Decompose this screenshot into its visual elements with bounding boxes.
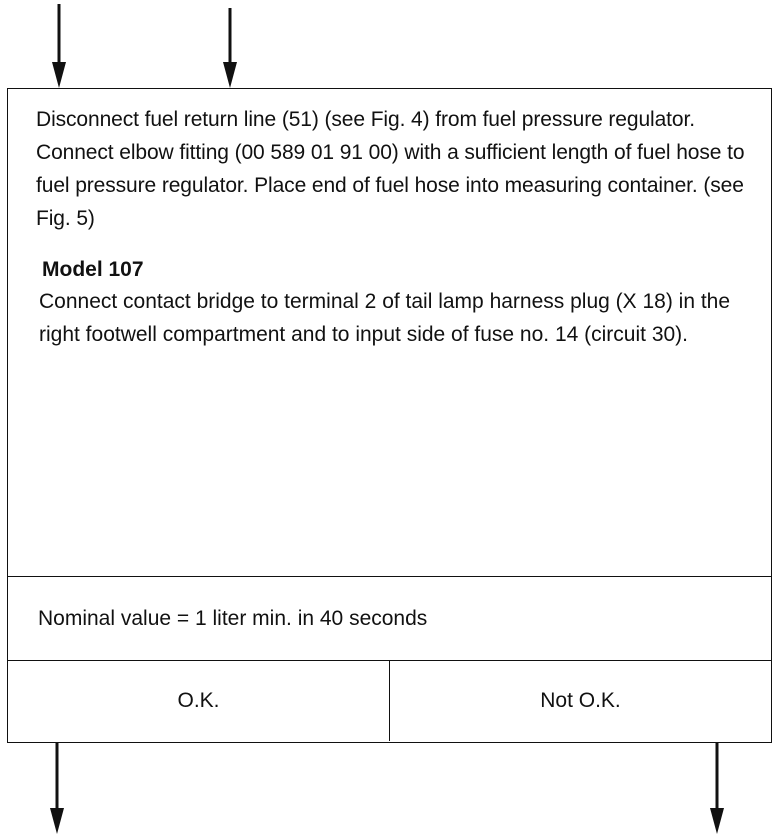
model-instruction-text: Connect contact bridge to terminal 2 of tail lamp harness plug (X 18) in the right footwell compartment and to input side of fuse no. 14 (circuit 30).	[39, 290, 731, 346]
instruction-text: Disconnect fuel return line (51) (see Fig. 4) from fuel pressure regulator. Connect elbow fitting (00 589 01 91 00) with a sufficient length of fuel hose to fuel pressure regulator. Place end of fuel hose into measuring container. (see Fig. 5)	[36, 108, 745, 230]
incoming-arrow-left	[52, 4, 66, 88]
ok-result-cell[interactable]: O.K.	[8, 661, 390, 741]
instruction-section	[8, 89, 771, 577]
outgoing-arrow-not-ok	[710, 743, 724, 834]
outgoing-arrow-ok	[50, 743, 64, 834]
incoming-arrow-right	[223, 8, 237, 88]
nominal-value: Nominal value = 1 liter min. in 40 seconds	[8, 577, 771, 661]
model-heading: Model 107	[42, 258, 144, 281]
result-row	[8, 661, 771, 741]
test-step-box	[7, 88, 772, 743]
not-ok-result-cell[interactable]: Not O.K.	[540, 689, 621, 712]
